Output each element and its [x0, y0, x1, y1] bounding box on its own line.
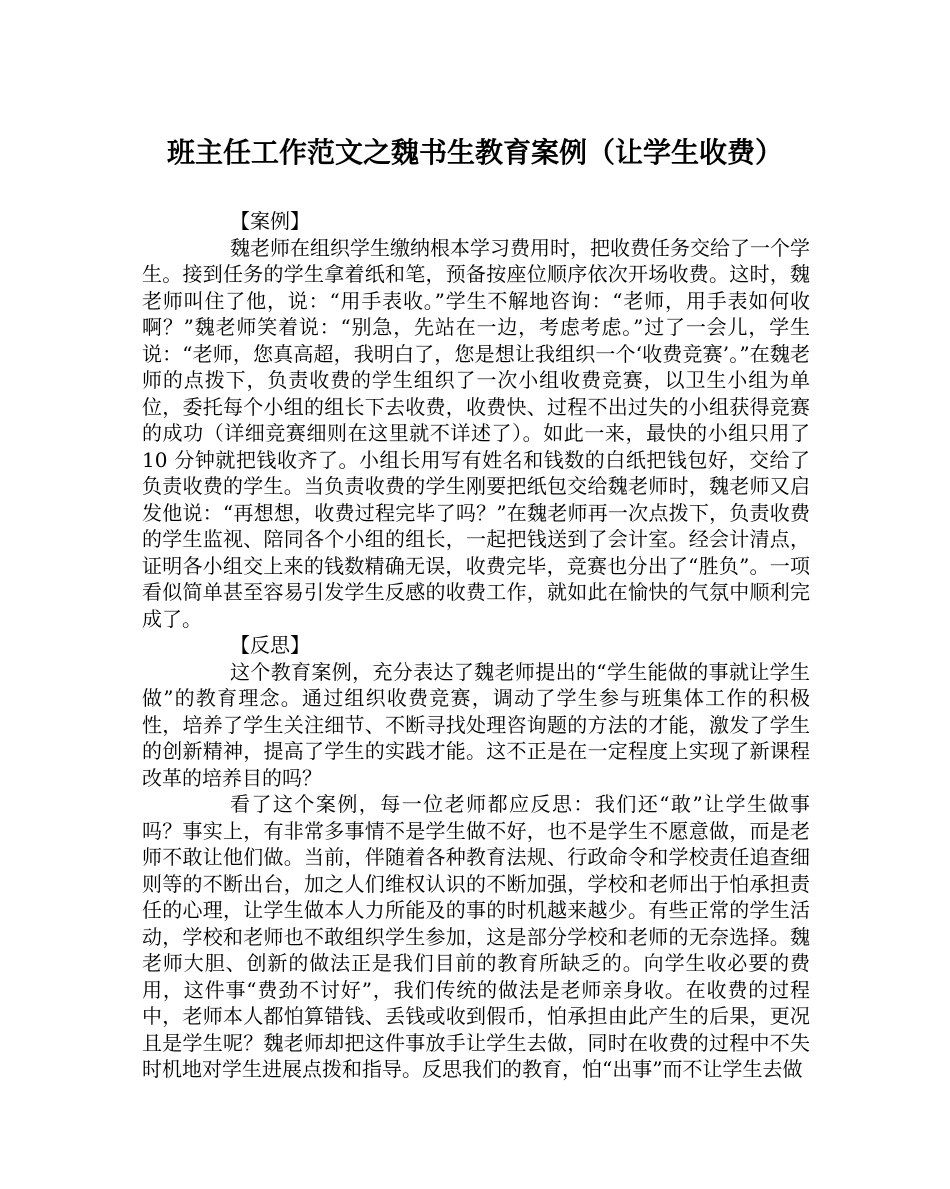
document-body	[142, 208, 810, 1083]
paragraph-reflection-2: 看了这个案例，每一位老师都应反思：我们还“敢”让学生做事吗？事实上，有非常多事情不是学生做不好，也不是学生不愿意做，而是老师不敢让他们做。当前，伴随着各种教育法规、行政命令和学校责任追查细则等的不断出台，加之人们维权认识的不断加强，学校和老师出于怕承担责任的心理，让学生做本人力所能及的事的时机越来越少。有些正常的学生活动，学校和老师也不敢组织学生参加，这是部分学校和老师的无奈选择。魏老师大胆、创新的做法正是我们目前的教育所缺乏的。向学生收必要的费用，这件事“费劲不讨好”，我们传统的做法是老师亲身收。在收费的过程中，老师本人都怕算错钱、丢钱或收到假币，怕承担由此产生的后果，更况且是学生呢？魏老师却把这件事放手让学生去做，同时在收费的过程中不失时机地对学生进展点拨和指导。反思我们的教育，怕“出事”而不让学生去做	[142, 792, 810, 1081]
section-heading-reflection: 【反思】	[230, 633, 310, 657]
section-heading-case: 【案例】	[230, 209, 310, 233]
paragraph-case-1: 魏老师在组织学生缴纳根本学习费用时，把收费任务交给了一个学生。接到任务的学生拿着纸和笔，预备按座位顺序依次开场收费。这时，魏老师叫住了他，说：“用手表收。”学生不解地咨询：“老师，用手表如何收啊？”魏老师笑着说：“别急，先站在一边，考虑考虑。”过了一会儿，学生说：“老师，您真高超，我明白了，您是想让我组织一个‘收费竞赛’。”在魏老师的点拨下，负责收费的学生组织了一次小组收费竞赛，以卫生小组为单位，委托每个小组的组长下去收费，收费快、过程不出过失的小组获得竞赛的成功（详细竞赛细则在这里就不详述了）。如此一来，最快的小组只用了 10 分钟就把钱收齐了。小组长用写有姓名和钱数的白纸把钱包好，交给了负责收费的学生。当负责收费的学生刚要把纸包交给魏老师时，魏老师又启发他说：“再想想，收费过程完毕了吗？”在魏老师再一次点拨下，负责收费的学生监视、陪同各个小组的组长，一起把钱送到了会计室。经会计清点，证明各小组交上来的钱数精确无误，收费完毕，竞赛也分出了“胜负”。一项看似简单甚至容易引发学生反感的收费工作，就如此在愉快的气氛中顺利完成了。	[142, 235, 810, 631]
page-title: 班主任工作范文之魏书生教育案例（让学生收费）	[166, 136, 783, 169]
section-case	[142, 208, 810, 632]
paragraph-reflection-1: 这个教育案例，充分表达了魏老师提出的“学生能做的事就让学生做”的教育理念。通过组织收费竞赛，调动了学生参与班集体工作的积极性，培养了学生关注细节、不断寻找处理咨询题的方法的才能，激发了学生的创新精神，提高了学生的实践才能。这不正是在一定程度上实现了新课程改革的培养目的吗？	[142, 659, 810, 790]
section-reflection	[142, 632, 810, 1083]
